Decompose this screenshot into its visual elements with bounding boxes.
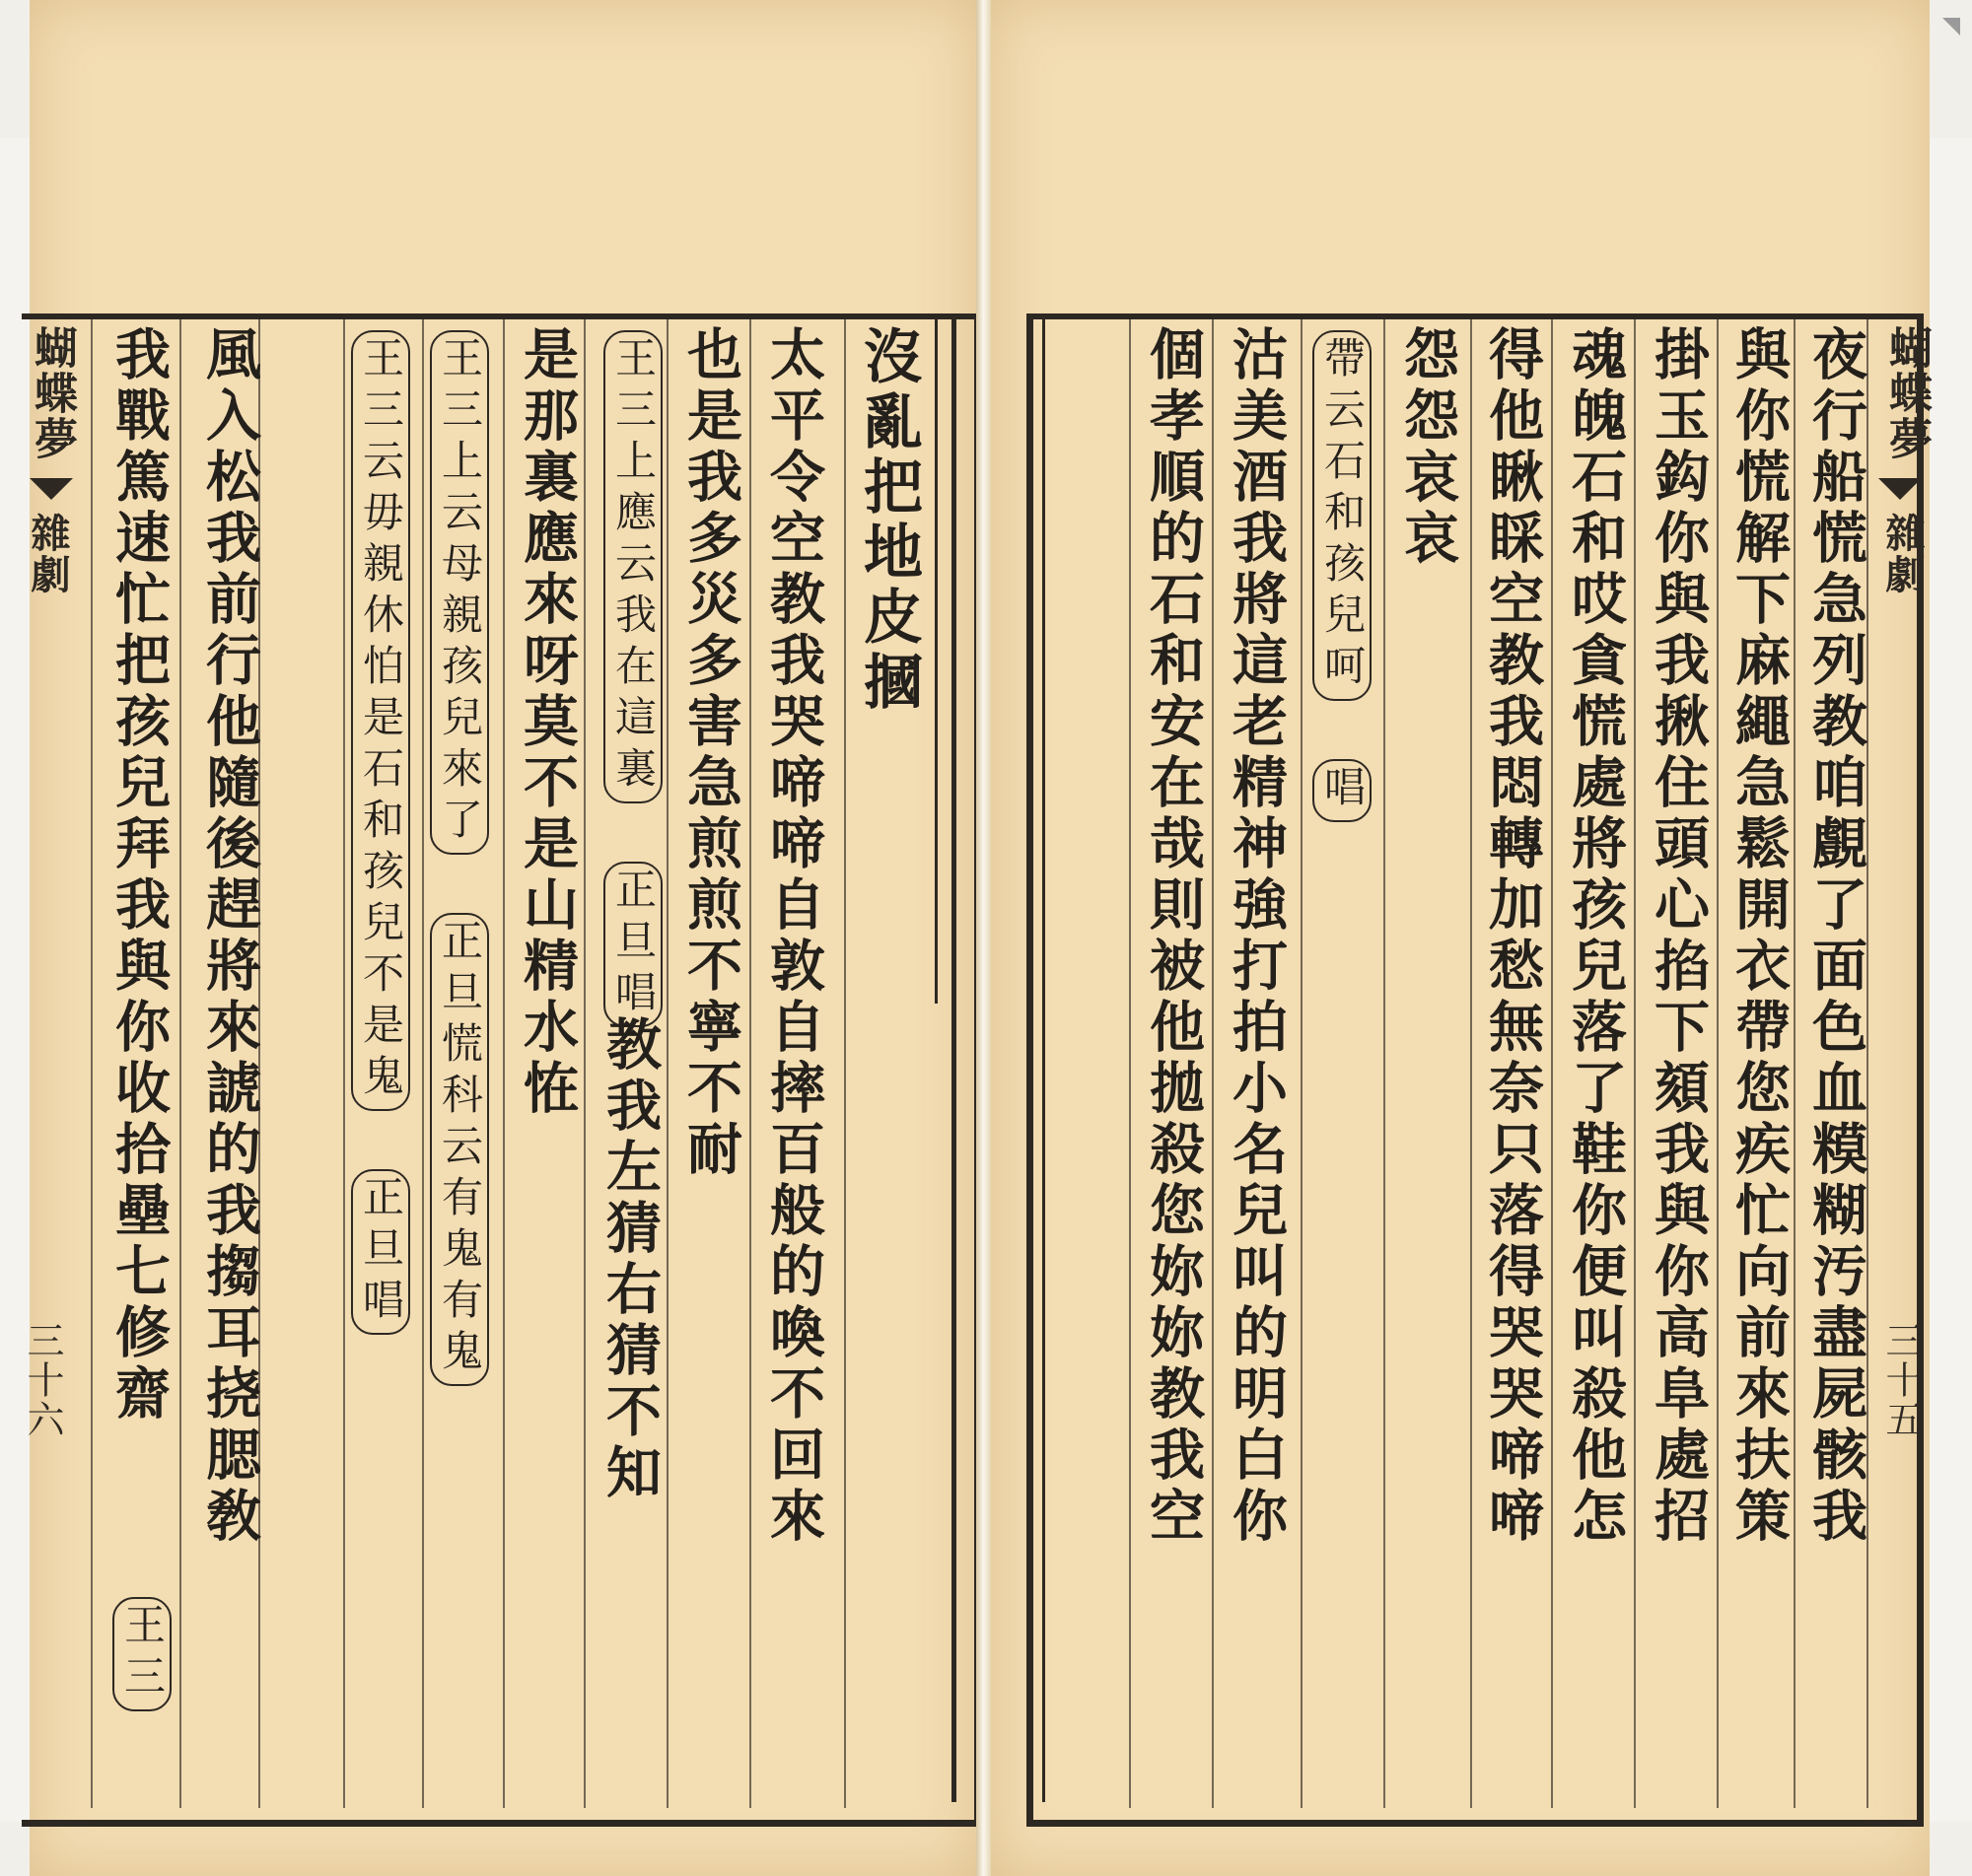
column-rule (1551, 319, 1553, 1808)
column-rule (422, 319, 424, 1808)
text-column: 得他瞅睬空教我悶轉加愁無奈只落得哭哭啼啼 (1480, 325, 1545, 1548)
stage-note-column (112, 1597, 172, 1711)
stage-note: 正旦唱 (351, 1169, 410, 1335)
left-margin-label: 雜劇 (25, 513, 71, 595)
left-fold-mark (30, 478, 73, 500)
column-rule (1129, 319, 1131, 1808)
stage-note: 唱 (1312, 759, 1372, 822)
text-column: 也是我多災多害急煎煎不寧不耐 (678, 325, 743, 1181)
stage-note-column (430, 330, 489, 1386)
stage-note: 正旦唱 (603, 862, 663, 1027)
page-corner-mark (1942, 18, 1960, 35)
stage-note-column (1312, 330, 1372, 822)
left-page-head-rule (935, 313, 938, 1004)
stage-note: 王三上應云我在這裏 (603, 330, 663, 803)
column-rule (343, 319, 345, 1808)
stage-note: 正旦慌科云有鬼有鬼 (430, 913, 489, 1386)
stage-note: 王三 (112, 1597, 172, 1711)
right-margin-title: 蝴蝶夢 (1881, 325, 1932, 461)
text-column: 是那裏應來呀莫不是山精水恠 (515, 325, 580, 1120)
column-rule (1212, 319, 1214, 1808)
text-column: 魂魄石和哎貪慌處將孩兒落了鞋你便叫殺他怎 (1563, 325, 1628, 1548)
right-fold-mark (1878, 478, 1922, 500)
text-column: 夜行船慌急列教咱覻了面色血糢糊汚盡屍骸我 (1803, 325, 1868, 1548)
column-rule (1470, 319, 1472, 1808)
text-column: 怨怨哀哀 (1395, 325, 1460, 570)
stage-note-column (351, 330, 410, 1335)
book-gutter (976, 0, 991, 1876)
right-margin-label: 雜劇 (1879, 513, 1926, 595)
text-column: 太平令空教我哭啼啼自敦自摔百般的喚不回來 (761, 325, 826, 1548)
text-column: 與你慌解下麻繩急鬆開衣帶您疾忙向前來扶策 (1726, 325, 1792, 1548)
text-column: 風入松我前行他隨後趕將來諕的我搊耳挠腮敎 (197, 325, 262, 1548)
text-column: 沽美酒我將這老精神強打拍小名兒叫的明白你 (1224, 325, 1289, 1548)
column-rule (1794, 319, 1796, 1808)
left-margin-title: 蝴蝶夢 (27, 325, 77, 461)
left-page (21, 0, 976, 1876)
stage-note: 王三云毋親休怕是石和孩兒不是鬼 (351, 330, 410, 1111)
column-rule (749, 319, 751, 1808)
column-rule (1301, 319, 1303, 1808)
left-page-edge-rule (951, 313, 956, 1802)
column-rule (1717, 319, 1719, 1808)
column-rule (503, 319, 505, 1808)
text-column: 沒亂把地皮摑 (854, 325, 923, 716)
stage-note-column (603, 330, 663, 1027)
left-page-number: 三十六 (21, 1321, 64, 1439)
right-page-edge-rule (1042, 313, 1045, 1802)
column-rule (584, 319, 586, 1808)
right-page (991, 0, 1930, 1876)
stage-note: 王三上云母親孩兒來了 (430, 330, 489, 855)
text-column: 掛玉鈎你與我揪住頭心掐下頦我與你高阜處招 (1646, 325, 1711, 1548)
text-column: 我戰篤速忙把孩兒拜我與你收拾壘七修齋 (106, 325, 172, 1425)
column-rule (179, 319, 181, 1808)
column-rule (1383, 319, 1385, 1808)
column-rule (91, 319, 93, 1808)
right-page-number: 三十五 (1879, 1321, 1923, 1439)
column-rule (1634, 319, 1636, 1808)
column-rule (844, 319, 846, 1808)
text-column: 教我左猜右猜不知 (598, 1015, 663, 1504)
stage-note: 帶云石和孩兒呵 (1312, 330, 1372, 701)
column-rule (667, 319, 669, 1808)
text-column: 個孝順的石和安在哉則被他拋殺您妳妳教我空 (1141, 325, 1206, 1548)
